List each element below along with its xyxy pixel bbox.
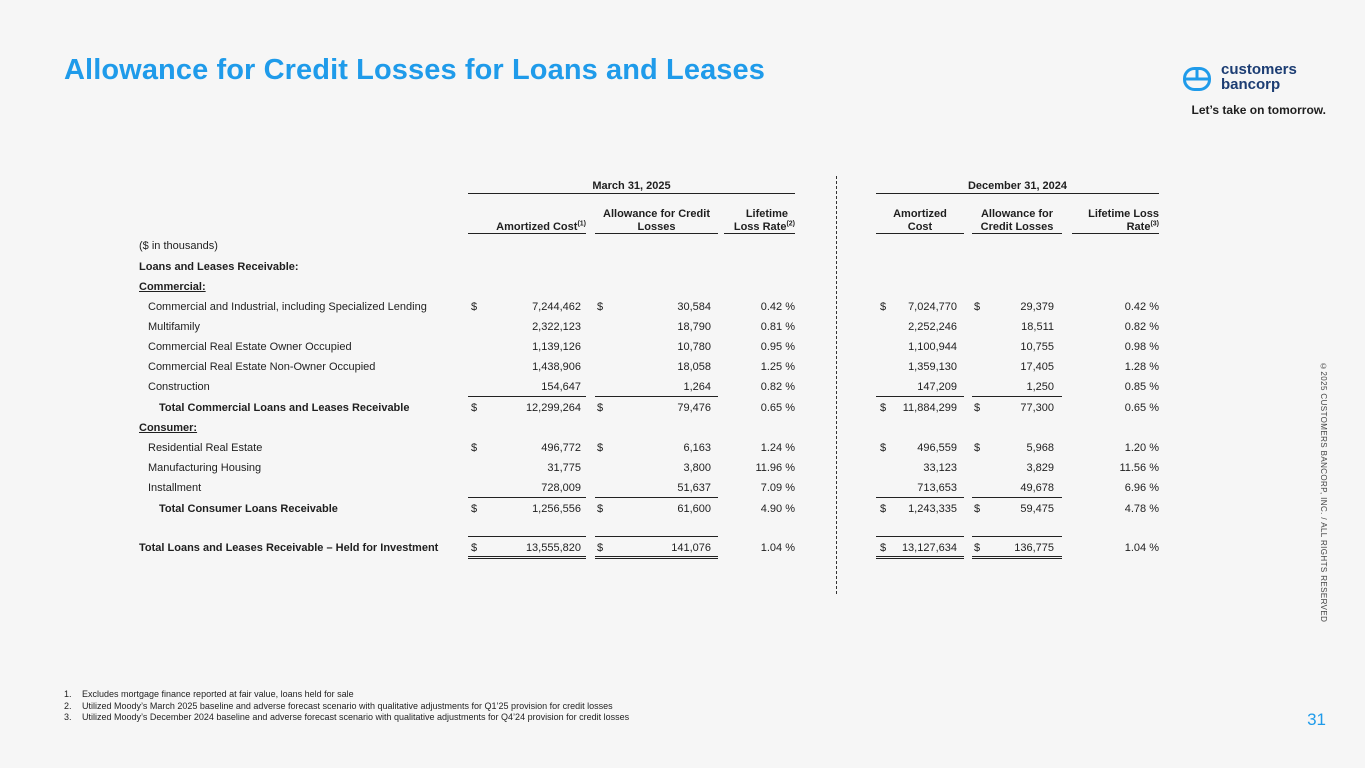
total-rule: [876, 536, 964, 537]
header-underline: [724, 233, 795, 234]
cell-allowance-2024: 77,300: [1020, 402, 1054, 414]
cell-allowance-2024: 59,475: [1020, 503, 1054, 515]
cell-rate-2025: 0.65 %: [760, 402, 795, 414]
cell-rate-2024: 0.98 %: [1124, 341, 1159, 353]
cell-rate-2024: 0.65 %: [1124, 402, 1159, 414]
currency-symbol: $: [880, 442, 887, 454]
section-commercial: Commercial:: [139, 281, 206, 293]
section-loans: Loans and Leases Receivable:: [139, 261, 299, 273]
row-label: Total Loans and Leases Receivable – Held for Investment: [139, 542, 439, 554]
cell-rate-2024: 1.20 %: [1124, 442, 1159, 454]
subtotal-rule: [876, 396, 964, 397]
cell-allowance-2024: 29,379: [1020, 301, 1054, 313]
currency-symbol: $: [974, 503, 981, 515]
period-header-december-2024: December 31, 2024: [967, 180, 1068, 192]
cell-rate-2024: 0.42 %: [1124, 301, 1159, 313]
currency-symbol: $: [597, 301, 604, 313]
currency-symbol: $: [880, 542, 887, 554]
row-label: Installment: [148, 482, 202, 494]
cell-amortized-2024: 11,884,299: [902, 402, 957, 414]
cell-amortized-2025: 31,775: [547, 462, 581, 474]
cell-amortized-2024: 147,209: [917, 381, 957, 393]
currency-symbol: $: [597, 402, 604, 414]
cell-allowance-2025: 1,264: [683, 381, 711, 393]
page-number: 31: [1307, 710, 1326, 729]
cell-amortized-2024: 496,559: [917, 442, 957, 454]
cell-rate-2025: 1.24 %: [760, 442, 795, 454]
cell-allowance-2024: 18,511: [1021, 321, 1054, 333]
row-label: Residential Real Estate: [148, 442, 263, 454]
currency-symbol: $: [880, 503, 887, 515]
currency-symbol: $: [880, 301, 887, 313]
grand-total-double-rule: [595, 556, 718, 559]
cell-amortized-2024: 1,243,335: [908, 503, 957, 515]
total-rule: [972, 536, 1062, 537]
currency-symbol: $: [974, 402, 981, 414]
period-divider: [836, 176, 837, 594]
currency-symbol: $: [471, 402, 478, 414]
cell-rate-2025: 1.04 %: [760, 542, 795, 554]
cell-amortized-2024: 7,024,770: [908, 301, 957, 313]
cell-rate-2024: 0.82 %: [1124, 321, 1159, 333]
cell-allowance-2025: 141,076: [671, 542, 711, 554]
subtotal-rule: [595, 396, 718, 397]
col-header-amortized-cost-2024: Amortized Cost: [893, 208, 947, 233]
cell-allowance-2025: 10,780: [677, 341, 711, 353]
cell-amortized-2025: 2,322,123: [532, 321, 581, 333]
cell-amortized-2025: 496,772: [541, 442, 581, 454]
cell-amortized-2024: 13,127,634: [901, 542, 957, 554]
col-header-allowance: Allowance for Credit Losses: [603, 208, 710, 233]
cell-allowance-2024: 3,829: [1026, 462, 1054, 474]
header-underline: [595, 233, 718, 234]
row-label: Total Commercial Loans and Leases Receivable: [159, 402, 410, 414]
copyright-notice: ©2025 CUSTOMERS BANCORP, INC. / ALL RIGHTS RESERVED: [1319, 362, 1328, 623]
grand-total-double-rule: [468, 556, 586, 559]
cell-allowance-2025: 79,476: [677, 402, 711, 414]
row-label: Commercial and Industrial, including Specialized Lending: [148, 301, 427, 313]
total-rule: [595, 536, 718, 537]
cell-allowance-2024: 136,775: [1014, 542, 1054, 554]
period-header-march-2025: March 31, 2025: [592, 180, 671, 192]
cell-allowance-2024: 10,755: [1020, 341, 1054, 353]
cell-rate-2024: 1.04 %: [1124, 542, 1159, 554]
cell-rate-2025: 4.90 %: [760, 503, 795, 515]
period-underline: [876, 193, 1159, 194]
currency-symbol: $: [597, 442, 604, 454]
footnotes: [64, 689, 630, 724]
cell-amortized-2025: 13,555,820: [525, 542, 581, 554]
row-label: Total Consumer Loans Receivable: [159, 503, 338, 515]
header-underline: [876, 233, 964, 234]
cell-rate-2025: 11.96 %: [755, 462, 795, 474]
cell-amortized-2025: 12,299,264: [525, 402, 581, 414]
bank-logo-icon: [1183, 67, 1211, 91]
cell-rate-2025: 0.42 %: [760, 301, 795, 313]
col-header-amortized-cost: Amortized Cost$^{(1)}$: [496, 220, 586, 233]
logo-line-1: customers: [1221, 61, 1297, 78]
footnote: 3. Utilized Moody’s December 2024 baseline and adverse forecast scenario with qualitative adjustments for Q4’24 provision for credit losses: [64, 712, 630, 722]
cell-allowance-2024: 1,250: [1026, 381, 1054, 393]
cell-rate-2025: 0.82 %: [760, 381, 795, 393]
cell-allowance-2024: 49,678: [1020, 482, 1054, 494]
cell-amortized-2024: 2,252,246: [908, 321, 957, 333]
row-label: Manufacturing Housing: [148, 462, 262, 474]
cell-amortized-2025: 154,647: [541, 381, 581, 393]
row-label: Commercial Real Estate Owner Occupied: [148, 341, 352, 353]
period-underline: [468, 193, 795, 194]
cell-rate-2024: 6.96 %: [1124, 482, 1159, 494]
cell-allowance-2025: 51,637: [677, 482, 711, 494]
cell-allowance-2025: 18,790: [677, 321, 711, 333]
col-header-loss-rate-2024: Lifetime Loss Rate$^{(3)}$: [1088, 208, 1159, 233]
currency-symbol: $: [471, 542, 478, 554]
cell-amortized-2024: 1,100,944: [908, 341, 957, 353]
header-underline: [1072, 233, 1159, 234]
cell-amortized-2025: 7,244,462: [532, 301, 581, 313]
subtotal-rule: [876, 497, 964, 498]
header-underline: [972, 233, 1062, 234]
currency-symbol: $: [974, 301, 981, 313]
subtotal-rule: [972, 497, 1062, 498]
currency-symbol: $: [471, 442, 478, 454]
currency-symbol: $: [471, 503, 478, 515]
row-label: Commercial Real Estate Non-Owner Occupied: [148, 361, 376, 373]
footnote: 2. Utilized Moody’s March 2025 baseline and adverse forecast scenario with qualitative adjustments for Q1’25 provision for credit losses: [64, 700, 613, 711]
cell-rate-2024: 4.78 %: [1124, 503, 1159, 515]
cell-amortized-2025: 1,139,126: [532, 341, 581, 353]
cell-amortized-2025: 728,009: [541, 482, 581, 494]
subtotal-rule: [468, 396, 586, 397]
currency-symbol: $: [880, 402, 887, 414]
row-label: Multifamily: [148, 321, 200, 333]
cell-rate-2024: 11.56 %: [1119, 462, 1159, 474]
total-rule: [468, 536, 586, 537]
col-header-allowance-2024: Allowance for Credit Losses: [980, 208, 1054, 233]
page-title: Allowance for Credit Losses for Loans and Leases: [64, 54, 765, 86]
currency-symbol: $: [597, 542, 604, 554]
subtotal-rule: [468, 497, 586, 498]
cell-allowance-2024: 5,968: [1026, 442, 1054, 454]
cell-allowance-2025: 18,058: [677, 361, 711, 373]
cell-allowance-2025: 3,800: [683, 462, 711, 474]
header-underline: [468, 233, 586, 234]
footnote: 1. Excludes mortgage finance reported at fair value, loans held for sale: [64, 689, 354, 699]
currency-symbol: $: [597, 503, 604, 515]
logo-line-2: bancorp: [1221, 76, 1281, 93]
col-header-loss-rate: Lifetime Loss Rate$^{(2)}$: [733, 208, 795, 233]
currency-symbol: $: [974, 442, 981, 454]
cell-rate-2025: 7.09 %: [760, 482, 795, 494]
tagline: Let’s take on tomorrow.: [1191, 103, 1326, 117]
cell-allowance-2024: 17,405: [1020, 361, 1054, 373]
cell-amortized-2025: 1,256,556: [532, 503, 581, 515]
section-consumer: Consumer:: [139, 422, 198, 434]
cell-amortized-2024: 33,123: [923, 462, 957, 474]
currency-symbol: $: [471, 301, 478, 313]
cell-amortized-2024: 1,359,130: [908, 361, 957, 373]
cell-rate-2025: 0.81 %: [760, 321, 795, 333]
row-label: Construction: [148, 381, 210, 393]
cell-amortized-2025: 1,438,906: [532, 361, 581, 373]
grand-total-double-rule: [972, 556, 1062, 559]
currency-symbol: $: [974, 542, 981, 554]
subtotal-rule: [972, 396, 1062, 397]
cell-rate-2024: 1.28 %: [1124, 361, 1159, 373]
cell-rate-2025: 1.25 %: [760, 361, 795, 373]
subtotal-rule: [595, 497, 718, 498]
cell-rate-2024: 0.85 %: [1124, 381, 1159, 393]
company-logo: [1183, 62, 1325, 94]
units-label: ($ in thousands): [139, 240, 218, 252]
cell-allowance-2025: 30,584: [677, 301, 711, 313]
cell-allowance-2025: 6,163: [683, 442, 711, 454]
cell-amortized-2024: 713,653: [917, 482, 957, 494]
cell-allowance-2025: 61,600: [677, 503, 711, 515]
grand-total-double-rule: [876, 556, 964, 559]
cell-rate-2025: 0.95 %: [760, 341, 795, 353]
